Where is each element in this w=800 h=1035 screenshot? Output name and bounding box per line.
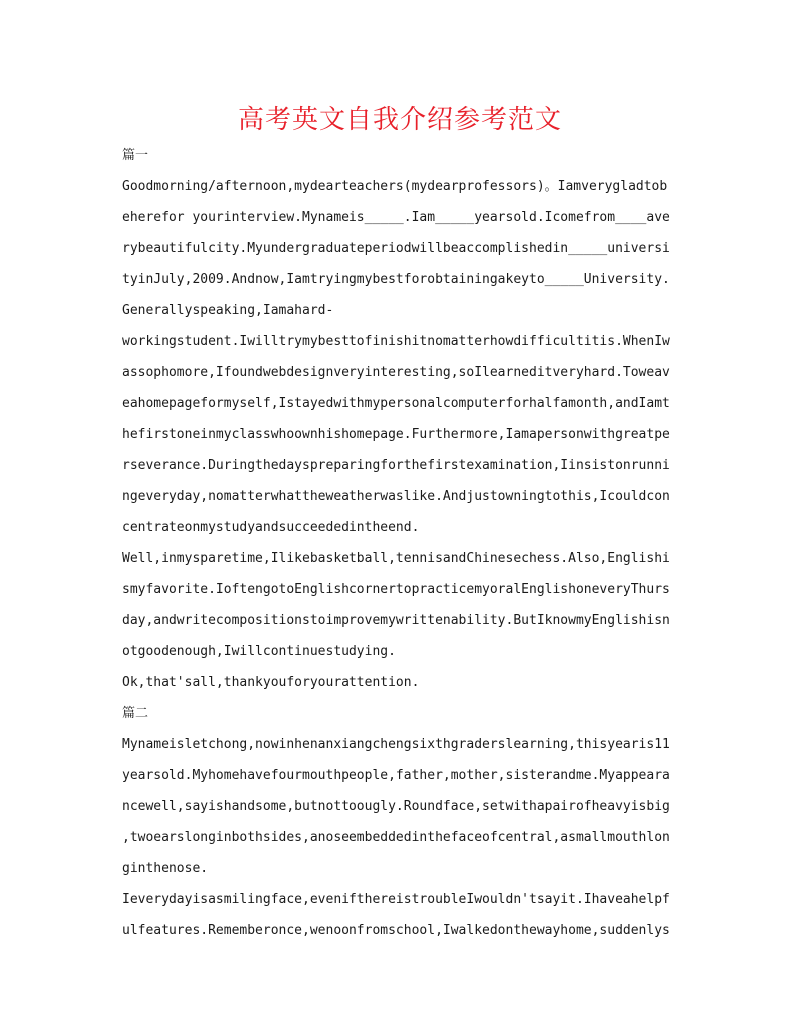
text-line: Well,inmysparetime,Ilikebasketball,tennisandChinesechess.Also,Englishi — [122, 551, 670, 566]
text-line: rseverance.Duringthedayspreparingforthefirstexamination,Iinsistonrunni — [122, 458, 670, 473]
text-line: hefirstoneinmyclasswhoownhishomepage.Furthermore,Iamapersonwithgreatpe — [122, 427, 670, 442]
text-line: centrateonmystudyandsucceededintheend. — [122, 520, 420, 535]
text-line: ngeveryday,nomatterwhattheweatherwaslike.Andjustowningtothis,Icouldcon — [122, 489, 670, 504]
section-heading-2: 篇二 — [122, 706, 149, 721]
section-heading-1: 篇一 — [122, 148, 149, 163]
text-line: workingstudent.Iwilltrymybesttofinishitnomatterhowdifficultitis.WhenIw — [122, 334, 670, 349]
text-line: Ieverydayisasmilingface,evenifthereistroubleIwouldn'tsayit.Ihaveahelpf — [122, 892, 670, 907]
text-line: day,andwritecompositionstoimprovemywrittenability.ButIknowmyEnglishisn — [122, 613, 670, 628]
text-line: Generallyspeaking,Iamahard- — [122, 303, 334, 318]
text-line: ginthenose. — [122, 861, 209, 876]
text-line: Mynameisletchong,nowinhenanxiangchengsixthgraderslearning,thisyearis11 — [122, 737, 670, 752]
document-body — [122, 140, 682, 946]
text-line: ulfeatures.Rememberonce,wenoonfromschool,Iwalkedonthewayhome,suddenlys — [122, 923, 670, 938]
text-line: smyfavorite.IoftengotoEnglishcornertopracticemyoralEnglishoneveryThurs — [122, 582, 670, 597]
text-line: tyinJuly,2009.Andnow,Iamtryingmybestforobtainingakeyto_____University. — [122, 272, 670, 287]
text-line: rybeautifulcity.Myundergraduateperiodwillbeaccomplishedin_____universi — [122, 241, 670, 256]
text-line: otgoodenough,Iwillcontinuestudying. — [122, 644, 396, 659]
text-line: ,twoearslonginbothsides,anoseembeddedinthefaceofcentral,asmallmouthlon — [122, 830, 670, 845]
text-line: eahomepageformyself,Istayedwithmypersonalcomputerforhalfamonth,andIamt — [122, 396, 670, 411]
text-line: ncewell,sayishandsome,butnottoougly.Roundface,setwithapairofheavyisbig — [122, 799, 670, 814]
text-line: assophomore,Ifoundwebdesignveryinteresting,soIlearneditveryhard.Toweav — [122, 365, 670, 380]
text-line: Goodmorning/afternoon,mydearteachers(mydearprofessors)。Iamverygladtob — [122, 179, 668, 194]
document-title: 高考英文自我介绍参考范文 — [237, 105, 562, 135]
text-line: Ok,that'sall,thankyouforyourattention. — [122, 675, 420, 690]
text-line: eherefor yourinterview.Mynameis_____.Iam_____yearsold.Icomefrom____ave — [122, 210, 670, 225]
text-line: yearsold.Myhomehavefourmouthpeople,father,mother,sisterandme.Myappeara — [122, 768, 670, 783]
